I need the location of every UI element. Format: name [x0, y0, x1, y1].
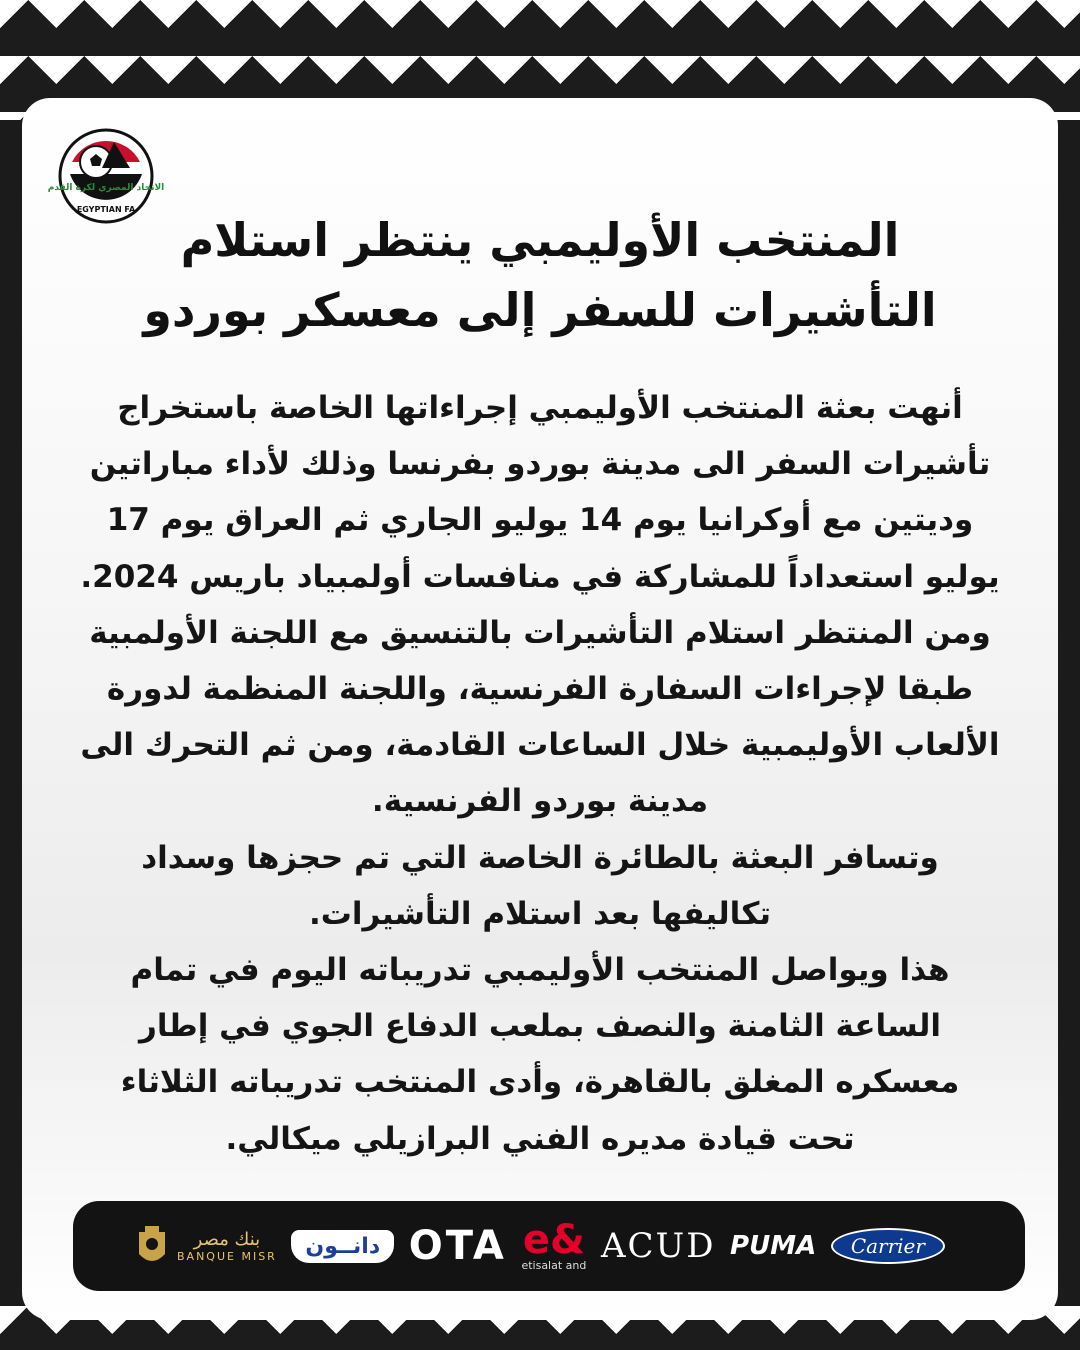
body-line: تكاليفها بعد استلام التأشيرات.	[308, 895, 771, 932]
body-line: مدينة بوردو الفرنسية.	[371, 783, 709, 820]
puma-logo: PUMA	[730, 1231, 817, 1261]
body-line: طبقا لإجراءات السفارة الفرنسية، واللجنة المنظمة لدورة	[106, 671, 974, 708]
body-line: هذا ويواصل المنتخب الأوليمبي تدريباته اليوم في تمام	[130, 952, 950, 989]
sponsor-bar	[73, 1201, 1025, 1291]
banque-misr-logo	[135, 1224, 277, 1268]
etisalat-logo	[521, 1216, 587, 1272]
danone-logo: دانــون	[291, 1230, 394, 1263]
headline-line-2: التأشيرات للسفر إلى معسكر بوردو	[143, 283, 937, 337]
etisalat-text: etisalat and	[521, 1258, 587, 1272]
body-line: معسكره المغلق بالقاهرة، وأدى المنتخب تدريباته الثلاثاء	[120, 1064, 960, 1101]
carrier-logo: Carrier	[831, 1228, 945, 1264]
etisalat-mark: e&	[522, 1216, 585, 1263]
body-line: الألعاب الأوليمبية خلال الساعات القادمة، ومن ثم التحرك الى	[80, 727, 1000, 764]
body-line: وتسافر البعثة بالطائرة الخاصة التي تم حجزها وسداد	[141, 839, 939, 876]
banque-misr-en: BANQUE MISR	[177, 1249, 277, 1263]
banque-misr-ar: بنك مصر	[193, 1228, 261, 1250]
acud-logo: ACUD	[600, 1226, 716, 1266]
headline-line-1: المنتخب الأوليمبي ينتظر استلام	[180, 213, 900, 267]
ora-logo: OTA	[408, 1223, 507, 1269]
body-line: تأشيرات السفر الى مدينة بوردو بفرنسا وذلك لأداء مباراتين	[89, 446, 991, 483]
logo-text-ar: الاتحاد المصري لكرة القدم	[47, 183, 165, 193]
body-line: الساعة الثامنة والنصف بملعب الدفاع الجوي في إطار	[139, 1008, 941, 1045]
headline	[100, 205, 980, 345]
banque-misr-crest-icon	[135, 1224, 169, 1268]
article-body	[48, 380, 1032, 1167]
body-line: ومن المنتظر استلام التأشيرات بالتنسيق مع اللجنة الأولمبية	[89, 614, 991, 651]
body-line: يوليو استعداداً للمشاركة في منافسات أولمبياد باريس 2024.	[80, 558, 1000, 595]
body-line: تحت قيادة مديره الفني البرازيلي ميكالي.	[225, 1120, 855, 1157]
logo-text-en: EGYPTIAN FA	[76, 205, 136, 214]
body-line: أنهت بعثة المنتخب الأوليمبي إجراءاتها الخاصة باستخراج	[117, 390, 963, 426]
body-line: وديتين مع أوكرانيا يوم 14 يوليو الجاري ثم العراق يوم 17	[106, 502, 974, 539]
